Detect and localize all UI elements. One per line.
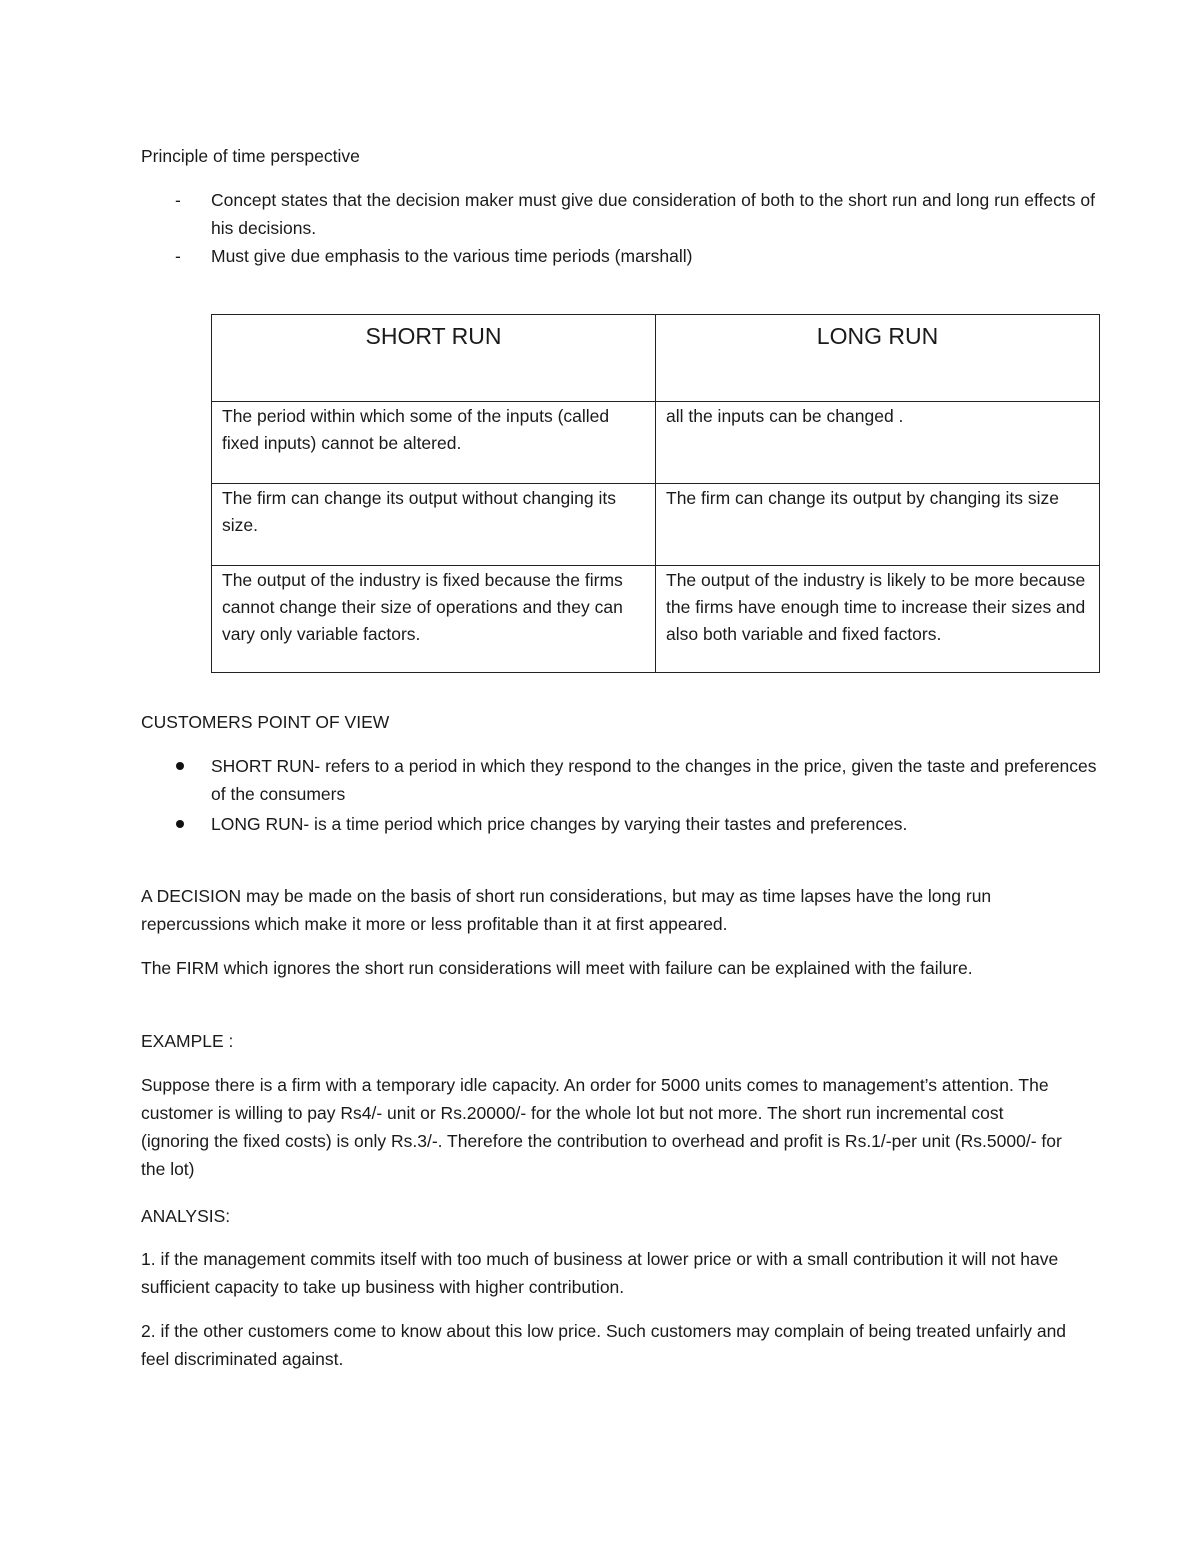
list-item (141, 810, 1101, 838)
firm-paragraph: The FIRM which ignores the short run considerations will meet with failure can be explained with the failure. (141, 958, 973, 978)
bullet-icon (176, 820, 184, 828)
decision-paragraph: A DECISION may be made on the basis of short run considerations, but may as time lapses have the long run repercussions which make it more or less profitable than it at first appeared. (141, 886, 992, 934)
analysis-heading: ANALYSIS: (141, 1206, 231, 1226)
dash-marker: - (175, 190, 181, 210)
table-cell-long: The output of the industry is likely to be more because the firms have enough time to increase their sizes and also both variable and fixed factors. (656, 566, 1100, 673)
intro-point (141, 186, 1101, 242)
table-cell-short: The firm can change its output without changing its size. (212, 484, 656, 566)
analysis-point: 1. if the management commits itself with too much of business at lower price or with a small contribution it will not have sufficient capacity to take up business with higher contribution. (141, 1249, 1059, 1297)
analysis-point: 2. if the other customers come to know about this low price. Such customers may complain of being treated unfairly and feel discriminated against. (141, 1321, 1067, 1369)
customers-list (141, 752, 1101, 840)
header-short-run: SHORT RUN (212, 315, 656, 402)
intro-point-text: Must give due emphasis to the various time periods (marshall) (211, 246, 693, 266)
bullet-icon (176, 762, 184, 770)
intro-list (141, 186, 1101, 270)
dash-marker: - (175, 246, 181, 266)
short-long-run-table (211, 314, 1100, 673)
example-heading: EXAMPLE : (141, 1031, 234, 1051)
page-title: Principle of time perspective (141, 146, 360, 166)
table-header-row (212, 315, 1100, 402)
table-cell-long: The firm can change its output by changing its size (656, 484, 1100, 566)
intro-point-text: Concept states that the decision maker must give due consideration of both to the short run and long run effects of his decisions. (211, 190, 1095, 238)
customers-heading: CUSTOMERS POINT OF VIEW (141, 712, 390, 732)
list-item (141, 752, 1101, 808)
table-row (212, 484, 1100, 566)
list-item-text: SHORT RUN- refers to a period in which they respond to the changes in the price, given the taste and preferences of the consumers (211, 756, 1097, 804)
header-long-run: LONG RUN (656, 315, 1100, 402)
table-row (212, 402, 1100, 484)
example-paragraph: Suppose there is a firm with a temporary idle capacity. An order for 5000 units comes to management’s attention. The customer is willing to pay Rs4/- unit or Rs.20000/- for the whole lot but not more. The short run incremental cost (ignoring the fixed costs) is only Rs.3/-. Therefore the contribution to overhead and profit is Rs.1/-per unit (Rs.5000/- for the lot) (141, 1075, 1062, 1179)
table-cell-long: all the inputs can be changed . (656, 402, 1100, 484)
intro-point (141, 242, 1101, 270)
table-row (212, 566, 1100, 673)
table-cell-short: The output of the industry is fixed because the firms cannot change their size of operations and they can vary only variable factors. (212, 566, 656, 673)
table-cell-short: The period within which some of the inputs (called fixed inputs) cannot be altered. (212, 402, 656, 484)
list-item-text: LONG RUN- is a time period which price changes by varying their tastes and preferences. (211, 814, 908, 834)
